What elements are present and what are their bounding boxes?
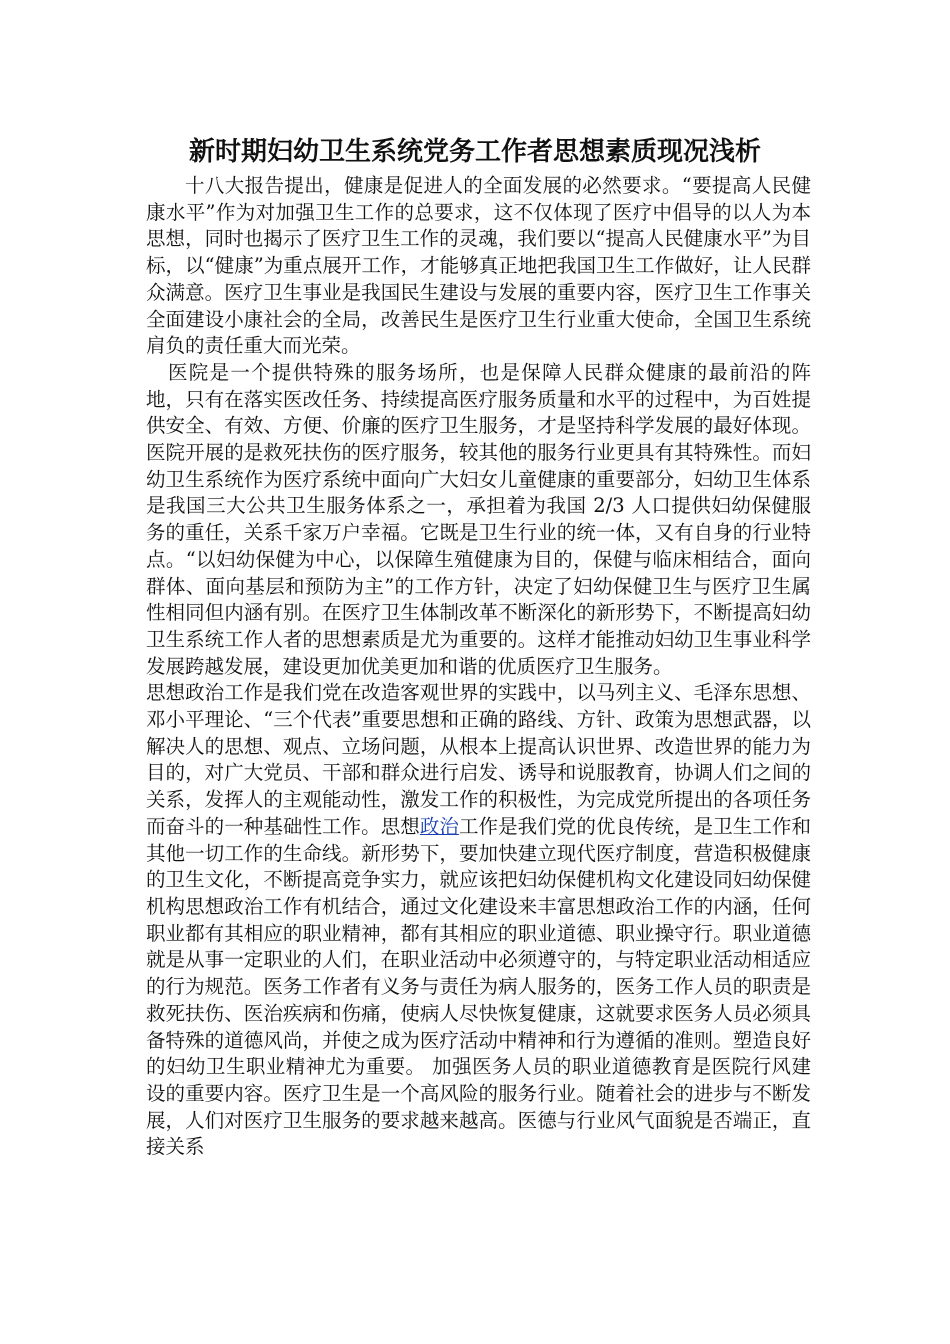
document-body xyxy=(146,173,811,1161)
paragraph-1: 十八大报告提出，健康是促进人的全面发展的必然要求。“要提高人民健康水平”作为对加强卫生工作的总要求，这不仅体现了医疗中倡导的以人为本思想，同时也揭示了医疗卫生工作的灵魂，我们要以“提高人民健康水平”为目标，以“健康”为重点展开工作，才能够真正地把我国卫生工作做好，让人民群众满意。医疗卫生事业是我国民生建设与发展的重要内容，医疗卫生工作事关全面建设小康社会的全局，改善民生是医疗卫生行业重大使命，全国卫生系统肩负的责任重大而光荣。 xyxy=(146,174,811,358)
document-title: 新时期妇幼卫生系统党务工作者思想素质现况浅析 xyxy=(188,137,761,167)
paragraph-3-text-after-link: 工作是我们党的优良传统，是卫生工作和其他一切工作的生命线。新形势下，要加快建立现代医疗制度，营造积极健康的卫生文化，不断提高竞争实力，就应该把妇幼保健机构文化建设同妇幼保健机构思想政治工作有机结合，通过文化建设来丰富思想政治工作的内涵，任何职业都有其相应的职业精神，都有其相应的职业道德、职业操守行。职业道德就是从事一定职业的人们，在职业活动中必须遵守的，与特定职业活动相适应的行为规范。医务工作者有义务与责任为病人服务的，医务工作人员的职责是救死扶伤、医治疾病和伤痛，使病人尽快恢复健康，这就要求医务人员必须具备特殊的道德风尚，并使之成为医疗活动中精神和行为遵循的准则。塑造良好的妇幼卫生职业精神尤为重要。 加强医务人员的职业道德教育是医院行风建设的重要内容。医疗卫生是一个高风险的服务行业。随着社会的进步与不断发展，人们对医疗卫生服务的要求越来越高。医德与行业风气面貌是否端正，直接关系 xyxy=(146,814,811,1159)
paragraph-3 xyxy=(146,680,811,1161)
politics-link[interactable]: 政治 xyxy=(419,814,459,838)
paragraph-2: 医院是一个提供特殊的服务场所，也是保障人民群众健康的最前沿的阵地，只有在落实医改任务、持续提高医疗服务质量和水平的过程中，为百姓提供安全、有效、方便、价廉的医疗卫生服务，才是坚持科学发展的最好体现。医院开展的是救死扶伤的医疗服务，较其他的服务行业更具有其特殊性。而妇幼卫生系统作为医疗系统中面向广大妇女儿童健康的重要部分，妇幼卫生体系是我国三大公共卫生服务体系之一，承担着为我国 2/3 人口提供妇幼保健服务的重任，关系千家万户幸福。它既是卫生行业的统一体，又有自身的行业特点。“以妇幼保健为中心，以保障生殖健康为目的，保健与临床相结合，面向群体、面向基层和预防为主”的工作方针，决定了妇幼保健卫生与医疗卫生属性相同但内涵有别。在医疗卫生体制改革不断深化的新形势下，不断提高妇幼卫生系统工作人者的思想素质是尤为重要的。这样才能推动妇幼卫生事业科学发展跨越发展，建设更加优美更加和谐的优质医疗卫生服务。 xyxy=(146,360,811,678)
paragraph-3-text-before-link: 思想政治工作是我们党在改造客观世界的实践中，以马列主义、毛泽东思想、邓小平理论、“三个代表”重要思想和正确的路线、方针、政策为思想武器，以解决人的思想、观点、立场问题，从根本上提高认识世界、改造世界的能力为目的，对广大党员、干部和群众进行启发、诱导和说服教育，协调人们之间的关系，发挥人的主观能动性，激发工作的积极性，为完成党所提出的各项任务而奋斗的一种基础性工作。思想 xyxy=(146,681,811,838)
